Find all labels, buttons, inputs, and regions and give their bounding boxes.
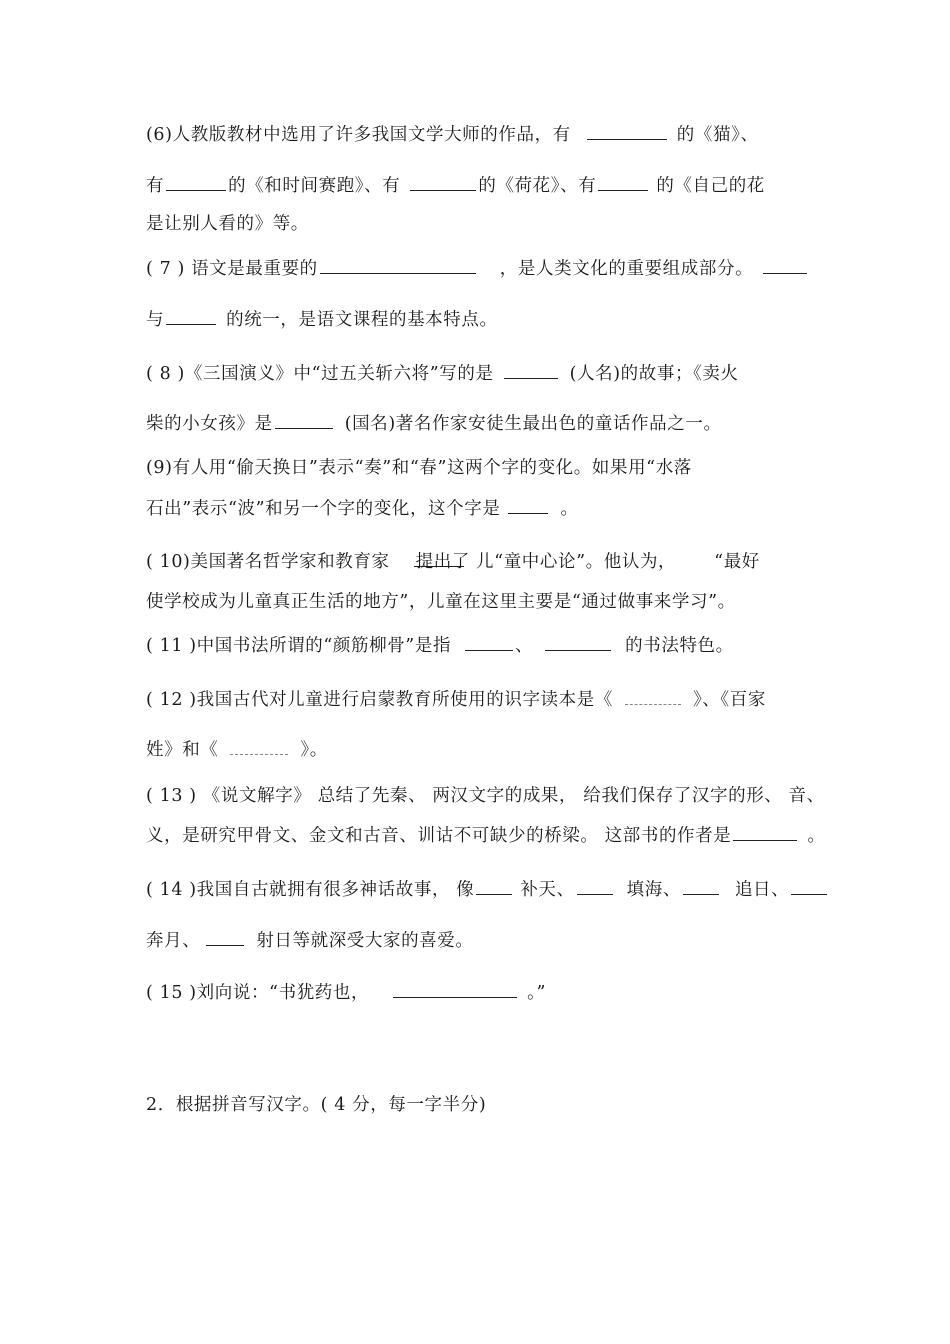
q9-line-1 bbox=[146, 456, 692, 480]
q12-text-c: 姓》和《 bbox=[146, 740, 219, 760]
q12-blank-1[interactable] bbox=[625, 686, 681, 705]
q6-text-c: 有 bbox=[146, 176, 165, 196]
q10-text-d: 使学校成为儿童真正生活的地方”，儿童在这里主要是“通过做事来学习”。 bbox=[146, 592, 736, 612]
q8-line-2 bbox=[146, 410, 722, 436]
q14-text-a: ( 14 )我国自古就拥有很多神话故事， 像 bbox=[146, 880, 475, 900]
q6-text-a: (6)人教版教材中选用了许多我国文学大师的作品，有 bbox=[146, 125, 571, 145]
q14-blank-4[interactable] bbox=[791, 876, 827, 895]
q10-text-c: “最好 bbox=[714, 552, 760, 572]
q6-blank-3[interactable] bbox=[410, 172, 476, 191]
q7-line-2 bbox=[146, 306, 498, 332]
q14-blank-3[interactable] bbox=[683, 876, 719, 895]
q6-text-d: 的《和时间赛跑》、有 bbox=[228, 176, 401, 196]
q12-blank-2[interactable] bbox=[230, 736, 288, 755]
section-2-title: 2．根据拼音写汉字。( 4 分，每一字半分) bbox=[146, 1095, 487, 1115]
q7-blank-2[interactable] bbox=[763, 255, 807, 274]
q8-text-c: 柴的小女孩》是 bbox=[146, 414, 273, 434]
q11-blank-1[interactable] bbox=[465, 632, 513, 651]
q8-blank-2[interactable] bbox=[275, 410, 333, 429]
q9-text-a: (9)有人用“偷天换日”表示“奏”和“春”这两个字的变化。如果用“水落 bbox=[146, 458, 692, 478]
q14-line-2 bbox=[146, 927, 474, 953]
q7-text-c: 与 bbox=[146, 310, 165, 330]
q11-text-a: ( 11 )中国书法所谓的“颜筋柳骨”是指 bbox=[146, 636, 452, 656]
q14-blank-1[interactable] bbox=[476, 876, 512, 895]
q14-text-b: 补天、 bbox=[520, 880, 575, 900]
q7-line-1 bbox=[146, 255, 809, 281]
q6-text-g: 是让别人看的》等。 bbox=[146, 214, 309, 234]
q6-text-b: 的《猫》、 bbox=[676, 125, 759, 145]
q7-blank-1[interactable] bbox=[320, 255, 476, 274]
q9-line-2 bbox=[146, 495, 579, 521]
q13-line-2 bbox=[146, 822, 825, 848]
q11-text-b: 、 bbox=[515, 636, 534, 656]
q13-blank-1[interactable] bbox=[733, 822, 797, 841]
q6-line-2 bbox=[146, 172, 765, 198]
q14-blank-2[interactable] bbox=[577, 876, 613, 895]
q12-text-b: 》、《百家 bbox=[692, 690, 766, 710]
q10-text-a: ( 10)美国著名哲学家和教育家 bbox=[146, 552, 390, 572]
q8-blank-1[interactable] bbox=[504, 360, 558, 379]
q14-text-f: 射日等就深受大家的喜爱。 bbox=[256, 931, 474, 951]
q15-text-a: ( 15 )刘向说：“书犹药也， bbox=[146, 983, 370, 1003]
q8-text-a: ( 8 )《三国演义》中“过五关斩六将”写的是 bbox=[146, 364, 494, 384]
section-2-heading bbox=[146, 1093, 486, 1117]
q11-blank-2[interactable] bbox=[545, 632, 611, 651]
q8-line-1 bbox=[146, 360, 739, 386]
q6-text-e: 的《荷花》、有 bbox=[478, 176, 597, 196]
q11-line-1 bbox=[146, 632, 734, 658]
q12-line-1 bbox=[146, 686, 766, 712]
q12-text-d: 》。 bbox=[300, 740, 328, 760]
q7-blank-3[interactable] bbox=[166, 306, 216, 325]
q13-text-a: ( 13 ) 《说文解字》 总结了先秦、 两汉文字的成果， 给我们保存了汉字的形、 音、 bbox=[146, 786, 825, 806]
q14-text-c: 填海、 bbox=[626, 880, 681, 900]
q14-line-1 bbox=[146, 876, 829, 902]
q7-text-b: ，是人类文化的重要组成部分。 bbox=[499, 259, 754, 279]
q9-text-c: 。 bbox=[560, 499, 579, 519]
q15-line-1 bbox=[146, 979, 546, 1005]
q15-text-b: 。” bbox=[527, 983, 547, 1003]
q14-blank-5[interactable] bbox=[206, 927, 244, 946]
q14-text-e: 奔月、 bbox=[146, 931, 201, 951]
q13-text-c: 。 bbox=[807, 826, 826, 846]
q10-text-b: 提出了 儿“童中心论”。他认为， bbox=[415, 552, 677, 572]
q12-line-2 bbox=[146, 736, 328, 762]
q8-text-d: (国名)著名作家安徒生最出色的童话作品之一。 bbox=[344, 414, 722, 434]
q6-line-3 bbox=[146, 212, 309, 236]
q10-line-2 bbox=[146, 590, 736, 614]
q13-text-b: 义，是研究甲骨文、金文和古音、训诂不可缺少的桥梁。 这部书的作者是 bbox=[146, 826, 732, 846]
q6-blank-1[interactable] bbox=[587, 121, 667, 140]
q10-line-1 bbox=[146, 548, 760, 574]
q12-text-a: ( 12 )我国古代对儿童进行启蒙教育所使用的识字读本是《 bbox=[146, 690, 613, 710]
q6-line-1 bbox=[146, 121, 759, 147]
q15-blank-1[interactable] bbox=[393, 979, 517, 998]
q6-text-f: 的《自己的花 bbox=[656, 176, 765, 196]
q9-blank-1[interactable] bbox=[508, 495, 548, 514]
q7-text-d: 的统一，是语文课程的基本特点。 bbox=[226, 310, 498, 330]
q14-text-d: 追日、 bbox=[734, 880, 790, 900]
q13-line-1 bbox=[146, 784, 825, 808]
q6-blank-2[interactable] bbox=[166, 172, 226, 191]
q6-blank-4[interactable] bbox=[598, 172, 648, 191]
q11-text-c: 的书法特色。 bbox=[625, 636, 734, 656]
q9-text-b: 石出”表示“波”和另一个字的变化，这个字是 bbox=[146, 499, 501, 519]
q8-text-b: (人名)的故事；《卖火 bbox=[569, 364, 739, 384]
q7-text-a: ( 7 ) 语文是最重要的 bbox=[146, 259, 318, 279]
